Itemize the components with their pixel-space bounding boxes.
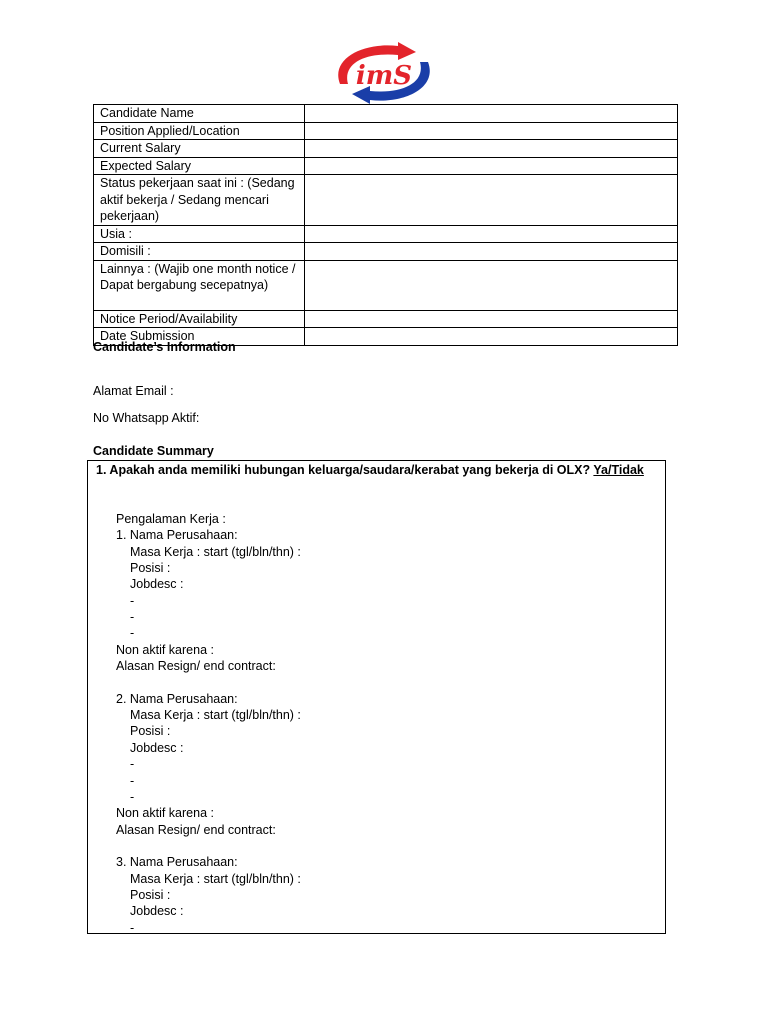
spacer xyxy=(116,838,301,854)
candidate-summary-heading: Candidate Summary xyxy=(93,444,214,458)
posisi-label: Posisi : xyxy=(130,561,171,576)
row-label: Current Salary xyxy=(94,140,305,158)
whatsapp-label: No Whatsapp Aktif: xyxy=(93,411,200,425)
spacer xyxy=(116,674,301,690)
jobdesc-bullet: - xyxy=(130,610,135,625)
masa-kerja-label: Masa Kerja : start (tgl/bln/thn) : xyxy=(130,871,301,886)
non-aktif-label: Non aktif karena : xyxy=(116,642,214,657)
question-text: 1. Apakah anda memiliki hubungan keluarga/saudara/kerabat yang bekerja di OLX? xyxy=(96,463,591,477)
experience-title: Pengalaman Kerja : xyxy=(116,512,226,526)
row-label: Lainnya : (Wajib one month notice / Dapat bergabung secepatnya) xyxy=(94,260,305,310)
row-value[interactable] xyxy=(305,328,678,346)
row-label: Position Applied/Location xyxy=(94,122,305,140)
row-value[interactable] xyxy=(305,105,678,123)
row-label: Expected Salary xyxy=(94,157,305,175)
candidate-info-heading: Candidate’s Information xyxy=(93,340,236,354)
row-label: Notice Period/Availability xyxy=(94,310,305,328)
posisi-label: Posisi : xyxy=(130,724,171,739)
non-aktif-label: Non aktif karena : xyxy=(116,806,214,821)
row-label: Domisili : xyxy=(94,243,305,261)
jobdesc-label: Jobdesc : xyxy=(130,740,184,755)
email-label: Alamat Email : xyxy=(93,384,174,398)
table-row xyxy=(94,105,678,123)
work-experience-section xyxy=(116,511,301,936)
yes-no-answer[interactable]: Ya/Tidak xyxy=(593,463,644,477)
jobdesc-label: Jobdesc : xyxy=(130,904,184,919)
row-value[interactable] xyxy=(305,310,678,328)
table-row xyxy=(94,310,678,328)
company-name-label: 1. Nama Perusahaan: xyxy=(116,528,238,543)
alasan-resign-label: Alasan Resign/ end contract: xyxy=(116,822,276,837)
company-name-label: 3. Nama Perusahaan: xyxy=(116,855,238,870)
row-label: Usia : xyxy=(94,225,305,243)
posisi-label: Posisi : xyxy=(130,887,171,902)
relation-question xyxy=(96,463,644,477)
row-value[interactable] xyxy=(305,225,678,243)
row-value[interactable] xyxy=(305,157,678,175)
table-row xyxy=(94,243,678,261)
table-row xyxy=(94,140,678,158)
candidate-summary-box xyxy=(87,460,666,934)
row-value[interactable] xyxy=(305,243,678,261)
row-label: Status pekerjaan saat ini : (Sedang aktif bekerja / Sedang mencari pekerjaan) xyxy=(94,175,305,226)
jobdesc-bullet: - xyxy=(130,593,135,608)
jobdesc-label: Jobdesc : xyxy=(130,577,184,592)
jobdesc-bullet: - xyxy=(130,920,135,935)
row-value[interactable] xyxy=(305,260,678,310)
table-row xyxy=(94,122,678,140)
table-row xyxy=(94,175,678,226)
logo-text: imS xyxy=(355,61,413,91)
jobdesc-bullet: - xyxy=(130,773,135,788)
row-value[interactable] xyxy=(305,175,678,226)
alasan-resign-label: Alasan Resign/ end contract: xyxy=(116,659,276,674)
table-row xyxy=(94,260,678,310)
table-row xyxy=(94,225,678,243)
ims-logo xyxy=(328,40,440,106)
jobdesc-bullet: - xyxy=(130,789,135,804)
table-row xyxy=(94,157,678,175)
candidate-info-table xyxy=(93,104,678,346)
row-label: Date Submission xyxy=(94,328,305,346)
row-label: Candidate Name xyxy=(94,105,305,123)
masa-kerja-label: Masa Kerja : start (tgl/bln/thn) : xyxy=(130,544,301,559)
jobdesc-bullet: - xyxy=(130,757,135,772)
company-name-label: 2. Nama Perusahaan: xyxy=(116,691,238,706)
jobdesc-bullet: - xyxy=(130,626,135,641)
masa-kerja-label: Masa Kerja : start (tgl/bln/thn) : xyxy=(130,708,301,723)
row-value[interactable] xyxy=(305,122,678,140)
row-value[interactable] xyxy=(305,140,678,158)
